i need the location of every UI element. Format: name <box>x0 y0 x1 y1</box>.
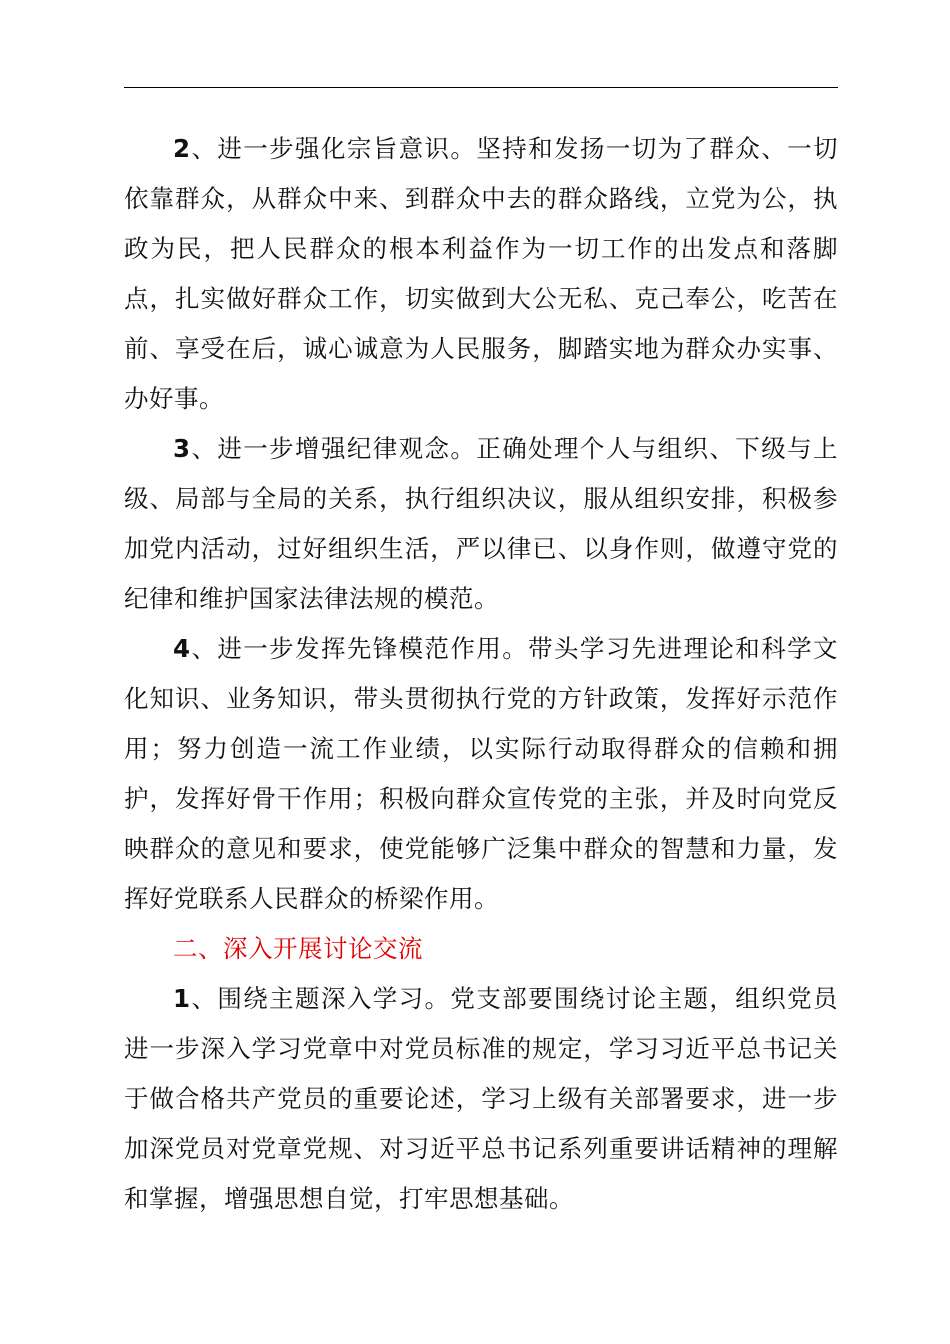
paragraph-number: 4 <box>173 634 191 663</box>
header-rule <box>124 87 838 88</box>
paragraph-text: 、进一步发挥先锋模范作用。带头学习先进理论和科学文化知识、业务知识，带头贯彻执行党的方针政策，发挥好示范作用；努力创造一流工作业绩，以实际行动取得群众的信赖和拥护，发挥好骨干作用；积极向群众宣传党的主张，并及时向党反映群众的意见和要求，使党能够广泛集中群众的智慧和力量，发挥好党联系人民群众的桥梁作用。 <box>124 634 838 913</box>
paragraph-text: 、进一步强化宗旨意识。坚持和发扬一切为了群众、一切依靠群众，从群众中来、到群众中去的群众路线，立党为公，执政为民，把人民群众的根本利益作为一切工作的出发点和落脚点，扎实做好群众工作，切实做到大公无私、克己奉公，吃苦在前、享受在后，诚心诚意为人民服务，脚踏实地为群众办实事、办好事。 <box>124 134 838 413</box>
paragraph-number: 1 <box>173 984 191 1013</box>
paragraph-2 <box>124 124 838 424</box>
paragraph-number: 2 <box>173 134 191 163</box>
paragraph-3 <box>124 424 838 624</box>
paragraph-text: 、进一步增强纪律观念。正确处理个人与组织、下级与上级、局部与全局的关系，执行组织决议，服从组织安排，积极参加党内活动，过好组织生活，严以律已、以身作则，做遵守党的纪律和维护国家法律法规的模范。 <box>124 434 838 613</box>
section-paragraph-1 <box>124 974 838 1224</box>
paragraph-4 <box>124 624 838 924</box>
document-body <box>124 124 838 1224</box>
section-heading: 二、深入开展讨论交流 <box>173 934 423 963</box>
paragraph-text: 、围绕主题深入学习。党支部要围绕讨论主题，组织党员进一步深入学习党章中对党员标准的规定，学习习近平总书记关于做合格共产党员的重要论述，学习上级有关部署要求，进一步加深党员对党章党规、对习近平总书记系列重要讲话精神的理解和掌握，增强思想自觉，打牢思想基础。 <box>124 984 838 1213</box>
paragraph-number: 3 <box>173 434 191 463</box>
